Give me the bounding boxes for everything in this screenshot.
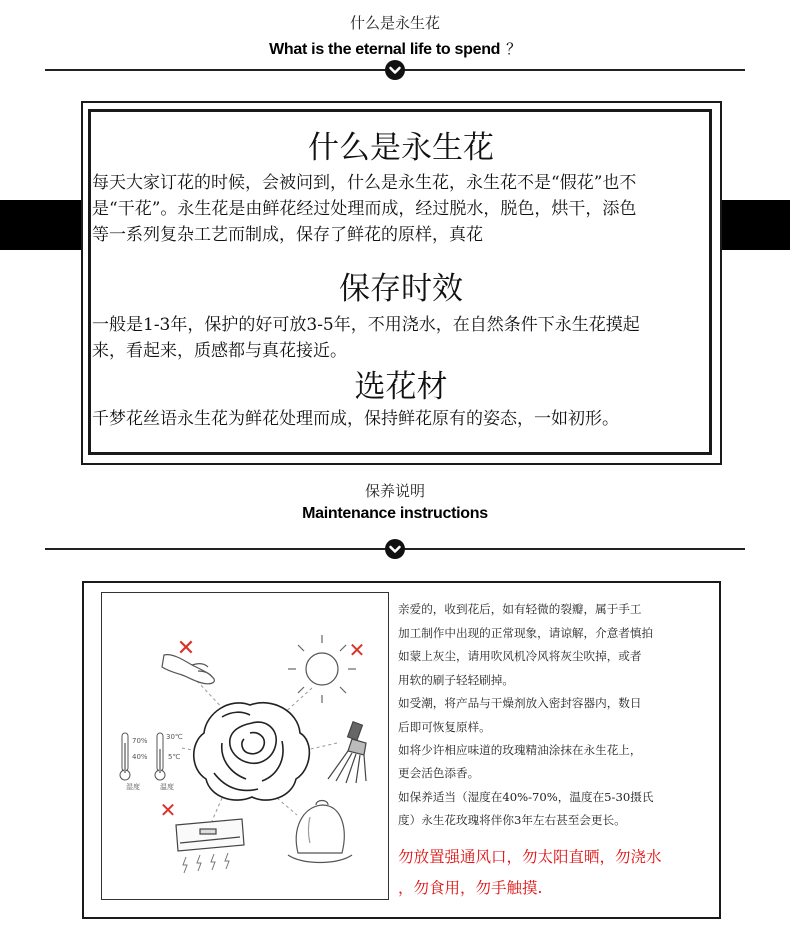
illustration-box	[101, 592, 389, 900]
thermo-label: 温度	[160, 783, 174, 791]
left-black-bar	[0, 200, 82, 250]
no-touch-cross-icon: ✕	[176, 636, 196, 661]
chevron-down-icon	[385, 539, 405, 559]
rose-icon	[194, 703, 310, 800]
block-title-what: 什么是永生花	[308, 130, 494, 166]
care-illustration	[102, 593, 388, 899]
block-text-what	[92, 170, 712, 248]
care-text-line: 用软的刷子轻轻刷掉。	[398, 673, 514, 687]
care-text-line: 如将少许相应味道的玫瑰精油涂抹在永生花上，	[398, 743, 642, 757]
text-line: 是“干花”。永生花是由鲜花经过处理而成，经过脱水，脱色，烘干，添色	[92, 199, 637, 219]
care-text-line: 加工制作中出现的正常现象，请谅解，介意者慎拍	[398, 626, 654, 640]
thermo-label: 30℃	[166, 733, 183, 741]
block-title-materials: 选花材	[354, 369, 448, 405]
right-black-bar	[720, 200, 790, 250]
care-text-line: 更会活色添香。	[398, 766, 480, 780]
block-text-shelf-life	[92, 312, 712, 364]
care-text-line: 如受潮，将产品与干燥剂放入密封容器内，数日	[398, 696, 642, 710]
care-text-line: 度）永生花玫瑰将伴你3年左右甚至会更长。	[398, 813, 626, 827]
sun-icon	[288, 635, 356, 703]
text-line: 一般是1-3年，保护的好可放3-5年，不用浇水，在自然条件下永生花摸起	[92, 315, 640, 335]
text-line: 等一系列复杂工艺而制成，保存了鲜花的原样，真花	[92, 225, 483, 245]
no-airflow-cross-icon: ✕	[159, 798, 177, 822]
thermo-label: 湿度	[126, 783, 140, 791]
chevron-down-icon	[385, 60, 405, 80]
text-line: 每天大家订花的时候，会被问到，什么是永生花，永生花不是“假花”也不	[92, 173, 637, 193]
care-text-line: 亲爱的，收到花后，如有轻微的裂瓣，属于手工	[398, 602, 642, 616]
warning-text-line: 勿放置强通风口，勿太阳直晒，勿浇水	[398, 848, 662, 866]
thermo-label: 40%	[132, 753, 148, 761]
block-text-materials	[92, 406, 712, 432]
care-text-line: 如保养适当（湿度在40%-70%，温度在5-30摄氏	[398, 790, 654, 804]
section1-heading-cn: 什么是永生花	[349, 14, 440, 32]
text-line: 千梦花丝语永生花为鲜花处理而成，保持鲜花原有的姿态，一如初形。	[92, 409, 619, 429]
section1-heading-en-text: What is the eternal life to spend	[269, 41, 501, 58]
section1-heading-q: ？	[506, 41, 521, 58]
block-title-shelf-life: 保存时效	[339, 271, 463, 307]
no-sun-cross-icon: ✕	[348, 638, 366, 662]
brush-icon	[328, 722, 366, 783]
care-text-line: 后即可恢复原样。	[398, 720, 491, 734]
section2-heading-cn: 保养说明	[364, 482, 425, 500]
section2-heading-en: Maintenance instructions	[302, 505, 488, 522]
text-line: 来，看起来，质感都与真花接近。	[92, 341, 347, 361]
care-text-line: 如蒙上灰尘，请用吹风机冷风将灰尘吹掉，或者	[398, 649, 642, 663]
air-conditioner-icon	[176, 819, 244, 873]
glass-cover-icon	[288, 801, 352, 863]
thermo-label: 5℃	[168, 753, 181, 761]
section1-heading-en	[0, 38, 790, 59]
warning-text-line: ，勿食用，勿手触摸.	[398, 879, 543, 897]
thermo-label: 70%	[132, 737, 148, 745]
